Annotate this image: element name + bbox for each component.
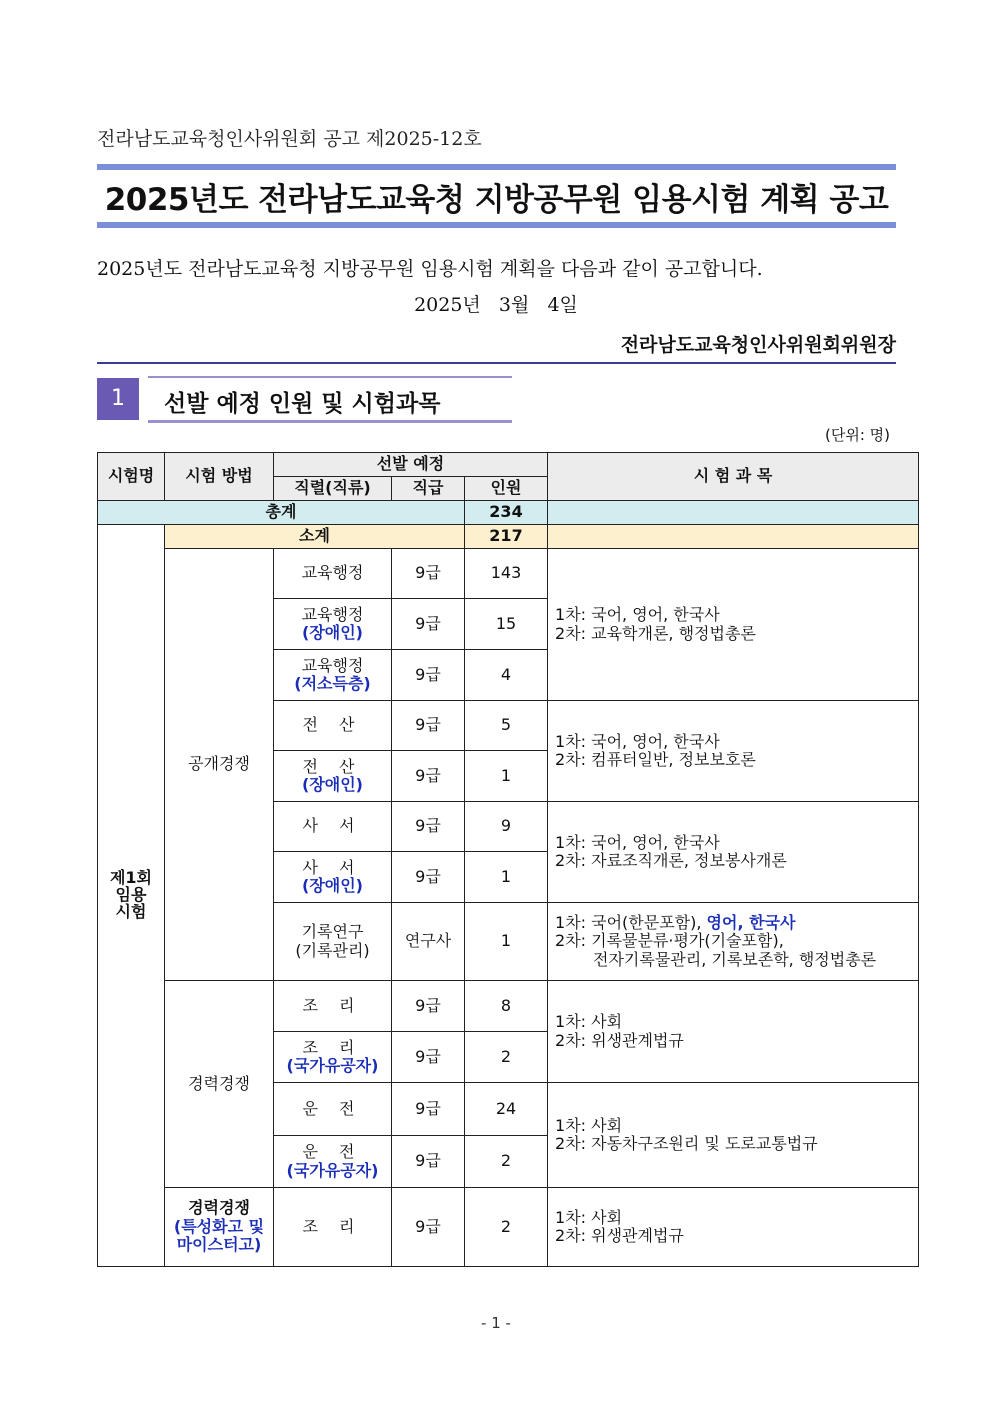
grade-cell: 9급 [392, 751, 465, 802]
table-row [98, 549, 919, 599]
series-name: 사 서 [302, 816, 363, 836]
series-note: (기록관리) [295, 940, 370, 960]
series-name: 사 서 [302, 857, 363, 877]
series-note: (국가유공자) [286, 1160, 379, 1180]
count-cell: 15 [465, 599, 548, 650]
notice-date: 2025년 3월 4일 [414, 294, 578, 316]
grade-cell: 9급 [392, 701, 465, 751]
count-cell: 1 [465, 852, 548, 903]
header-separator [97, 362, 896, 364]
method-career-special [165, 1188, 274, 1267]
subject-line: 전자기록물관리, 기록보존학, 행정법총론 [593, 949, 877, 969]
series-name: 조 리 [302, 1037, 363, 1057]
series-cell [274, 1188, 392, 1267]
series-note: (저소득층) [294, 674, 371, 693]
count-cell: 1 [465, 751, 548, 802]
grade-cell: 연구사 [392, 903, 465, 981]
series-cell [274, 751, 392, 802]
notice-number: 전라남도교육청인사위원회 공고 제2025-12호 [97, 128, 482, 150]
subject-line: 2차: 위생관계법규 [555, 1030, 684, 1050]
subject-line: 2차: 자동차구조원리 및 도로교통법규 [555, 1134, 818, 1153]
table-row [98, 981, 919, 1032]
count-cell: 2 [465, 1032, 548, 1083]
count-cell: 8 [465, 981, 548, 1032]
subjects-driver [548, 1083, 919, 1188]
series-name: 전 산 [302, 715, 363, 735]
total-subjects-empty [548, 501, 919, 525]
grade-cell: 9급 [392, 1032, 465, 1083]
subjects-edu-admin [548, 549, 919, 701]
unit-label: (단위: 명) [825, 426, 890, 444]
subject-line: 1차: 국어, 영어, 한국사 [555, 731, 720, 751]
count-cell: 24 [465, 1083, 548, 1136]
method-career: 경력경쟁 [165, 981, 274, 1188]
section-title: 선발 예정 인원 및 시험과목 [164, 391, 441, 417]
subject-line: 1차: 국어, 영어, 한국사 [555, 605, 720, 625]
subject-line: 1차: 사회 [555, 1207, 623, 1227]
series-cell [274, 599, 392, 650]
count-cell: 1 [465, 903, 548, 981]
series-note: (국가유공자) [286, 1056, 379, 1075]
count-cell: 2 [465, 1188, 548, 1267]
series-cell [274, 981, 392, 1032]
grade-cell: 9급 [392, 549, 465, 599]
grade-cell: 9급 [392, 802, 465, 852]
subjects-cook-special [548, 1188, 919, 1267]
count-cell: 9 [465, 802, 548, 852]
series-name: 조 리 [302, 995, 363, 1015]
header-exam-name: 시험명 [98, 453, 165, 501]
series-cell [274, 852, 392, 903]
series-cell [274, 549, 392, 599]
header-count: 인원 [465, 477, 548, 501]
series-cell [274, 903, 392, 981]
subject-line: 2차: 위생관계법규 [555, 1226, 684, 1245]
series-cell [274, 802, 392, 852]
title-top-rule [97, 164, 896, 170]
title-bottom-rule [97, 222, 896, 228]
series-name: 교육행정 [301, 604, 364, 624]
subject-line: 2차: 교육학개론, 행정법총론 [555, 623, 756, 643]
signer: 전라남도교육청인사위원회위원장 [620, 334, 896, 356]
subject-line: 1차: 국어, 영어, 한국사 [555, 832, 720, 852]
series-cell [274, 650, 392, 701]
count-cell: 4 [465, 650, 548, 701]
subject-highlight: 영어, 한국사 [706, 912, 796, 932]
total-count: 234 [465, 501, 548, 525]
series-name: 기록연구 [301, 922, 364, 942]
subject-line: 1차: 사회 [555, 1115, 623, 1135]
series-name: 전 산 [302, 756, 363, 776]
subtotal-count: 217 [465, 525, 548, 549]
subtotal-subjects-empty [548, 525, 919, 549]
series-name: 운 전 [302, 1098, 363, 1118]
subject-line: 2차: 자료조직개론, 정보봉사개론 [555, 851, 787, 870]
exam-round: 제1회 임용 시험 [98, 525, 165, 1267]
header-series: 직렬(직류) [274, 477, 392, 501]
grade-cell: 9급 [392, 852, 465, 903]
subject-line [555, 914, 918, 932]
section-title-box [148, 376, 512, 423]
series-name: 교육행정 [301, 655, 364, 675]
grade-cell: 9급 [392, 1083, 465, 1136]
header-exam-method: 시험 방법 [165, 453, 274, 501]
series-note: (장애인) [302, 775, 363, 794]
series-note: (장애인) [302, 876, 363, 895]
grade-cell: 9급 [392, 650, 465, 701]
recruitment-table [97, 452, 919, 1267]
intro-text: 2025년도 전라남도교육청 지방공무원 임용시험 계획을 다음과 같이 공고합니다. [97, 258, 763, 280]
count-cell: 143 [465, 549, 548, 599]
grade-cell: 9급 [392, 599, 465, 650]
series-note: (장애인) [302, 623, 363, 642]
header-planned: 선발 예정 [274, 453, 548, 477]
subject-line: 2차: 기록물분류·평가(기술포함), [555, 931, 784, 951]
series-cell [274, 1083, 392, 1136]
subtotal-label: 소계 [165, 525, 465, 549]
title-banner [97, 164, 896, 228]
section-number: 1 [97, 378, 139, 420]
subjects-computer [548, 701, 919, 802]
count-cell: 5 [465, 701, 548, 751]
subject-line: 2차: 컴퓨터일반, 정보보호론 [555, 750, 756, 769]
header-grade: 직급 [392, 477, 465, 501]
series-cell [274, 701, 392, 751]
count-cell: 2 [465, 1136, 548, 1188]
series-name: 교육행정 [301, 563, 364, 583]
page-title: 2025년도 전라남도교육청 지방공무원 임용시험 계획 공고 [104, 182, 889, 218]
method-career-special-note: (특성화고 및 마이스터고) [173, 1216, 265, 1255]
table-row [98, 1188, 919, 1267]
total-label: 총계 [98, 501, 465, 525]
subjects-archive [548, 903, 919, 981]
method-career-special-label: 경력경쟁 [188, 1198, 250, 1218]
series-name: 운 전 [302, 1142, 363, 1162]
grade-cell: 9급 [392, 1136, 465, 1188]
series-cell [274, 1032, 392, 1083]
subjects-librarian [548, 802, 919, 903]
page-number: - 1 - [481, 1314, 511, 1332]
subject-part: 1차: 국어(한문포함), [555, 912, 707, 932]
subjects-cook [548, 981, 919, 1083]
header-subjects: 시 험 과 목 [548, 453, 919, 501]
series-name: 조 리 [302, 1216, 363, 1236]
method-open: 공개경쟁 [165, 549, 274, 981]
subject-line: 1차: 사회 [555, 1012, 623, 1032]
series-cell [274, 1136, 392, 1188]
grade-cell: 9급 [392, 1188, 465, 1267]
grade-cell: 9급 [392, 981, 465, 1032]
